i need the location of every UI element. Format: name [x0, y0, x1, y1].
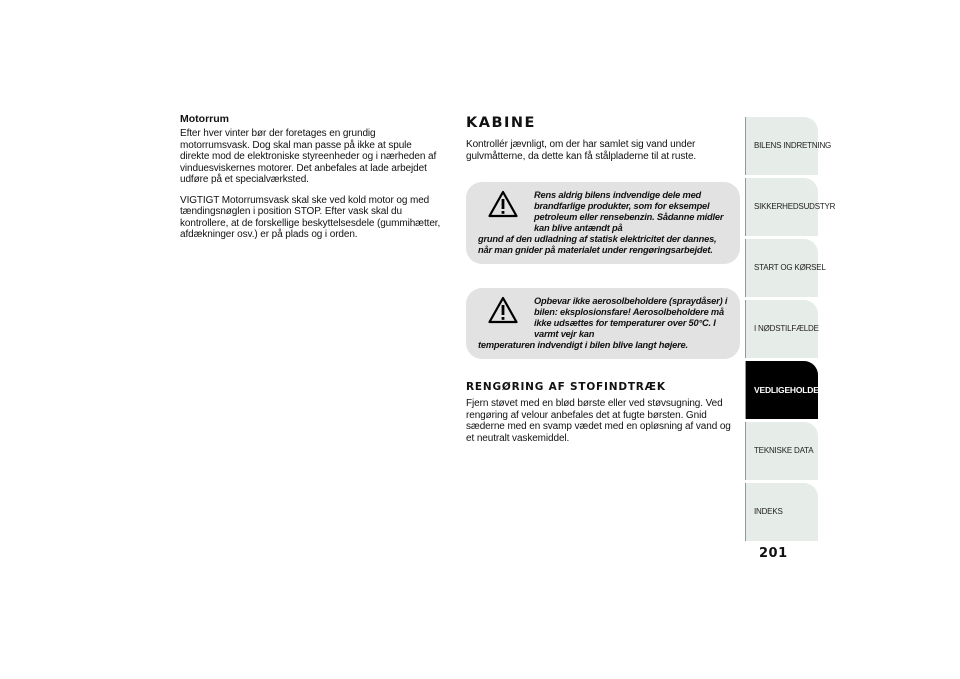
chapter-tabs	[745, 117, 836, 544]
left-column	[180, 113, 442, 250]
warning-triangle-icon	[488, 190, 518, 220]
warning-box	[466, 288, 740, 359]
paragraph: Fjern støvet med en blød børste eller ved støvsugning. Ved rengøring af velour anbefales det at fugte børsten. Gnid sæderne med en svamp vædet med en opløsning af vand og et neutralt vaskemiddel.	[466, 398, 731, 444]
section-heading-motorrum: Motorrum	[180, 113, 229, 125]
paragraph: Kontrollér jævnligt, om der har samlet sig vand under gulvmåtterne, da dette kan få stålpladerne til at ruste.	[466, 139, 697, 162]
warning-text-full: temperaturen indvendigt i bilen blive langt højere.	[478, 340, 688, 350]
tab-i-nodstilfaelde[interactable]: I NØDSTILFÆLDE	[745, 300, 818, 358]
paragraph: VIGTIGT Motorrumsvask skal ske ved kold motor og med tændingsnøglen i position STOP. Efter vask skal du kontrollere, at de forskellige beskyttelsesdele (gummihætter, afdækninger osv.) er på plads og i orden.	[180, 194, 441, 240]
warning-text-full: grund af den udladning af statisk elektricitet der dannes, når man gnider på materialet under rengøringsarbejdet.	[478, 234, 717, 255]
tab-indeks[interactable]: INDEKS	[745, 483, 818, 541]
paragraph: Efter hver vinter bør der foretages en grundig motorrumsvask. Dog skal man passe på ikke at spule direkte mod de elektroniske styreenheder og i nærheden af vinduesviskernes motorer. Det anbefales at lade arbejdet udføre på et specialværksted.	[180, 128, 437, 185]
section-heading-kabine: KABINE	[466, 115, 536, 131]
tab-vedligeholdelse[interactable]: VEDLIGEHOLDELSE	[745, 361, 818, 419]
page-number: 201	[759, 546, 788, 561]
warning-box	[466, 182, 740, 264]
tab-tekniske-data[interactable]: TEKNISKE DATA	[745, 422, 818, 480]
warning-text-indented: Rens aldrig bilens indvendige dele med brandfarlige produkter, som for eksempel petroleum eller rensebenzin. Sådanne midler kan blive antændt på	[534, 190, 724, 233]
right-column	[466, 113, 740, 453]
tab-sikkerhedsudstyr[interactable]: SIKKERHEDSUDSTYR	[745, 178, 818, 236]
tab-bilens-indretning[interactable]: BILENS INDRETNING	[745, 117, 818, 175]
tab-start-og-korsel[interactable]: START OG KØRSEL	[745, 239, 818, 297]
warning-text-indented: Opbevar ikke aerosolbeholdere (spraydåser) i bilen: eksplosionsfare! Aerosolbeholdere må ikke udsættes for temperaturer over 50°C. I varmt vejr kan	[534, 296, 728, 339]
warning-triangle-icon	[488, 296, 518, 326]
section-heading-rengoring: RENGØRING AF STOFINDTRÆK	[466, 381, 666, 393]
